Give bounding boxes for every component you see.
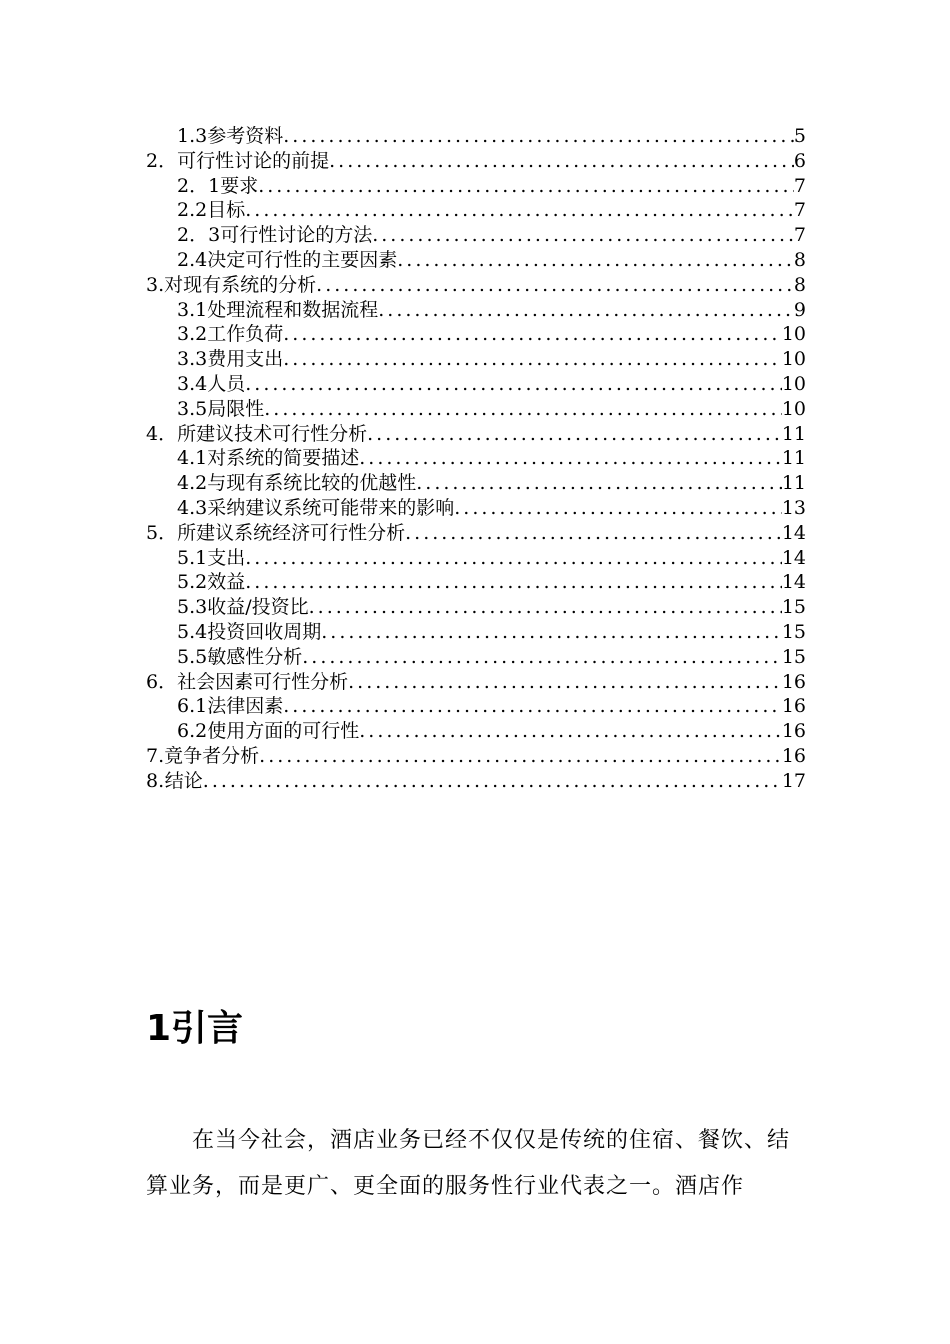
toc-leader-dots <box>259 744 782 769</box>
toc-entry-title: 费用支出 <box>207 348 284 371</box>
toc-entry-page: 9 <box>793 298 806 321</box>
toc-leader-dots <box>309 595 782 620</box>
toc-entry[interactable] <box>146 174 806 199</box>
toc-entry-number: 7. <box>146 744 165 767</box>
toc-entry-page: 11 <box>781 472 806 495</box>
toc-entry-title: 所建议系统经济可行性分析 <box>177 521 406 544</box>
toc-entry-page: 6 <box>793 149 806 172</box>
toc-entry-page: 11 <box>781 422 806 445</box>
toc-entry[interactable] <box>146 124 806 149</box>
toc-leader-dots <box>416 471 782 496</box>
toc-entry-number: 5.3 <box>177 596 208 619</box>
toc-entry[interactable] <box>146 719 806 744</box>
toc-entry-number: 3.4 <box>177 372 208 395</box>
toc-entry[interactable] <box>146 248 806 273</box>
toc-entry-number: 4.3 <box>177 496 208 519</box>
toc-entry-page: 7 <box>793 224 806 247</box>
toc-leader-dots <box>378 298 794 323</box>
toc-entry-page: 14 <box>781 546 806 569</box>
toc-entry[interactable] <box>146 546 806 571</box>
toc-entry[interactable] <box>146 645 806 670</box>
toc-entry[interactable] <box>146 347 806 372</box>
toc-entry[interactable] <box>146 372 806 397</box>
toc-entry-title: 对系统的简要描述 <box>207 447 360 470</box>
toc-entry[interactable] <box>146 694 806 719</box>
toc-leader-dots <box>283 124 794 149</box>
toc-entry-title: 参考资料 <box>207 125 284 147</box>
toc-entry[interactable] <box>146 769 806 794</box>
toc-entry-page: 10 <box>781 348 806 371</box>
toc-entry[interactable] <box>146 446 806 471</box>
toc-leader-dots <box>283 694 782 719</box>
toc-entry-title: 决定可行性的主要因素 <box>207 248 398 271</box>
toc-entry-title: 与现有系统比较的优越性 <box>207 472 417 495</box>
toc-entry-number: 4.2 <box>177 472 208 495</box>
toc-entry-title: 投资回收周期 <box>207 620 322 643</box>
toc-entry-page: 13 <box>781 496 806 519</box>
toc-entry-title: 支出 <box>207 546 246 569</box>
toc-entry-number: 3.3 <box>177 348 208 371</box>
toc-entry[interactable] <box>146 298 806 323</box>
toc-leader-dots <box>302 645 782 670</box>
toc-entry[interactable] <box>146 744 806 769</box>
toc-entry-page: 16 <box>781 720 806 743</box>
toc-entry[interactable] <box>146 273 806 298</box>
toc-entry-title: 目标 <box>207 199 246 222</box>
toc-entry-page: 8 <box>793 248 806 271</box>
toc-entry[interactable] <box>146 149 806 174</box>
toc-entry-title: 敏感性分析 <box>207 645 303 668</box>
toc-leader-dots <box>359 719 782 744</box>
toc-leader-dots <box>359 446 782 471</box>
toc-entry-number: 1.3 <box>177 125 208 147</box>
toc-entry-page: 17 <box>781 769 806 792</box>
toc-entry[interactable] <box>146 595 806 620</box>
toc-entry[interactable] <box>146 422 806 447</box>
toc-entry[interactable] <box>146 496 806 521</box>
toc-entry-page: 14 <box>781 521 806 544</box>
toc-entry-number: 3.2 <box>177 323 208 346</box>
toc-entry-page: 11 <box>781 447 806 470</box>
toc-entry-title: 使用方面的可行性 <box>207 720 360 743</box>
toc-entry-number: 3. <box>146 273 165 296</box>
toc-entry-page: 7 <box>793 174 806 197</box>
toc-entry-number: 6.2 <box>177 720 208 743</box>
body-paragraph: 在当今社会，酒店业务已经不仅仅是传统的住宿、餐饮、结算业务，而是更广、更全面的服务性行业代表之一。酒店作 <box>146 1128 791 1199</box>
toc-leader-dots <box>258 174 794 199</box>
toc-entry-number: 6.1 <box>177 695 208 718</box>
toc-entry-page: 5 <box>793 125 806 147</box>
toc-entry-title: 人员 <box>207 372 246 395</box>
toc-entry-page: 14 <box>781 571 806 594</box>
toc-entry-number: 5． <box>146 521 178 544</box>
toc-leader-dots <box>348 670 782 695</box>
toc-entry-page: 16 <box>781 670 806 693</box>
toc-leader-dots <box>367 422 782 447</box>
toc-entry-title: 法律因素 <box>207 695 284 718</box>
toc-leader-dots <box>454 496 782 521</box>
toc-leader-dots <box>283 322 782 347</box>
toc-entry[interactable] <box>146 223 806 248</box>
toc-entry-page: 16 <box>781 695 806 718</box>
toc-entry-page: 8 <box>793 273 806 296</box>
toc-leader-dots <box>245 198 794 223</box>
toc-leader-dots <box>264 397 782 422</box>
toc-entry-title: 对现有系统的分析 <box>164 273 317 296</box>
toc-entry-title: 竟争者分析 <box>164 744 260 767</box>
toc-entry-title: 社会因素可行性分析 <box>177 670 349 693</box>
toc-entry-page: 15 <box>781 596 806 619</box>
toc-entry-page: 10 <box>781 397 806 420</box>
toc-entry[interactable] <box>146 397 806 422</box>
toc-leader-dots <box>203 769 782 794</box>
toc-entry[interactable] <box>146 471 806 496</box>
toc-entry-number: 2.2 <box>177 199 208 222</box>
toc-entry-title: 可行性讨论的前提 <box>177 149 330 172</box>
toc-entry-number: 2.4 <box>177 248 208 271</box>
toc-entry[interactable] <box>146 620 806 645</box>
toc-entry-page: 7 <box>793 199 806 222</box>
table-of-contents <box>146 124 806 794</box>
toc-entry[interactable] <box>146 198 806 223</box>
toc-leader-dots <box>283 347 782 372</box>
toc-leader-dots <box>405 521 782 546</box>
toc-entry-number: 4． <box>146 422 178 445</box>
toc-entry-title: 处理流程和数据流程 <box>207 298 379 321</box>
toc-entry-page: 16 <box>781 744 806 767</box>
toc-entry-title: 工作负荷 <box>207 323 284 346</box>
toc-leader-dots <box>316 273 794 298</box>
toc-entry-number: 5.1 <box>177 546 208 569</box>
toc-leader-dots <box>245 546 782 571</box>
toc-leader-dots <box>321 620 782 645</box>
toc-leader-dots <box>397 248 794 273</box>
toc-leader-dots <box>372 223 794 248</box>
toc-entry-number: 5.4 <box>177 620 208 643</box>
section-heading: 1引言 <box>146 1008 244 1049</box>
toc-entry-title: 采纳建议系统可能带来的影响 <box>207 496 455 519</box>
toc-entry-title: 所建议技术可行性分析 <box>177 422 368 445</box>
toc-entry-title: 结论 <box>164 769 203 792</box>
toc-entry-title: 要求 <box>220 174 259 197</box>
toc-entry-number: 6． <box>146 670 178 693</box>
toc-entry-page: 10 <box>781 372 806 395</box>
toc-entry-number: 5.5 <box>177 645 208 668</box>
toc-entry-page: 15 <box>781 645 806 668</box>
toc-entry-number: 2．1 <box>177 174 221 197</box>
toc-entry-number: 8. <box>146 769 165 792</box>
toc-entry-title: 局限性 <box>207 397 265 420</box>
toc-entry-title: 收益/投资比 <box>207 596 309 619</box>
toc-entry[interactable] <box>146 670 806 695</box>
toc-leader-dots <box>245 570 782 595</box>
toc-entry-number: 4.1 <box>177 447 208 470</box>
toc-entry[interactable] <box>146 322 806 347</box>
toc-entry-title: 效益 <box>207 571 246 594</box>
toc-entry[interactable] <box>146 521 806 546</box>
toc-leader-dots <box>245 372 782 397</box>
toc-leader-dots <box>329 149 794 174</box>
toc-entry-number: 5.2 <box>177 571 208 594</box>
toc-entry-title: 可行性讨论的方法 <box>220 224 373 247</box>
toc-entry-number: 2．3 <box>177 224 221 247</box>
toc-entry-page: 15 <box>781 620 806 643</box>
toc-entry-number: 3.1 <box>177 298 208 321</box>
toc-entry-number: 3.5 <box>177 397 208 420</box>
toc-entry-number: 2． <box>146 149 178 172</box>
toc-entry-page: 10 <box>781 323 806 346</box>
toc-entry[interactable] <box>146 570 806 595</box>
